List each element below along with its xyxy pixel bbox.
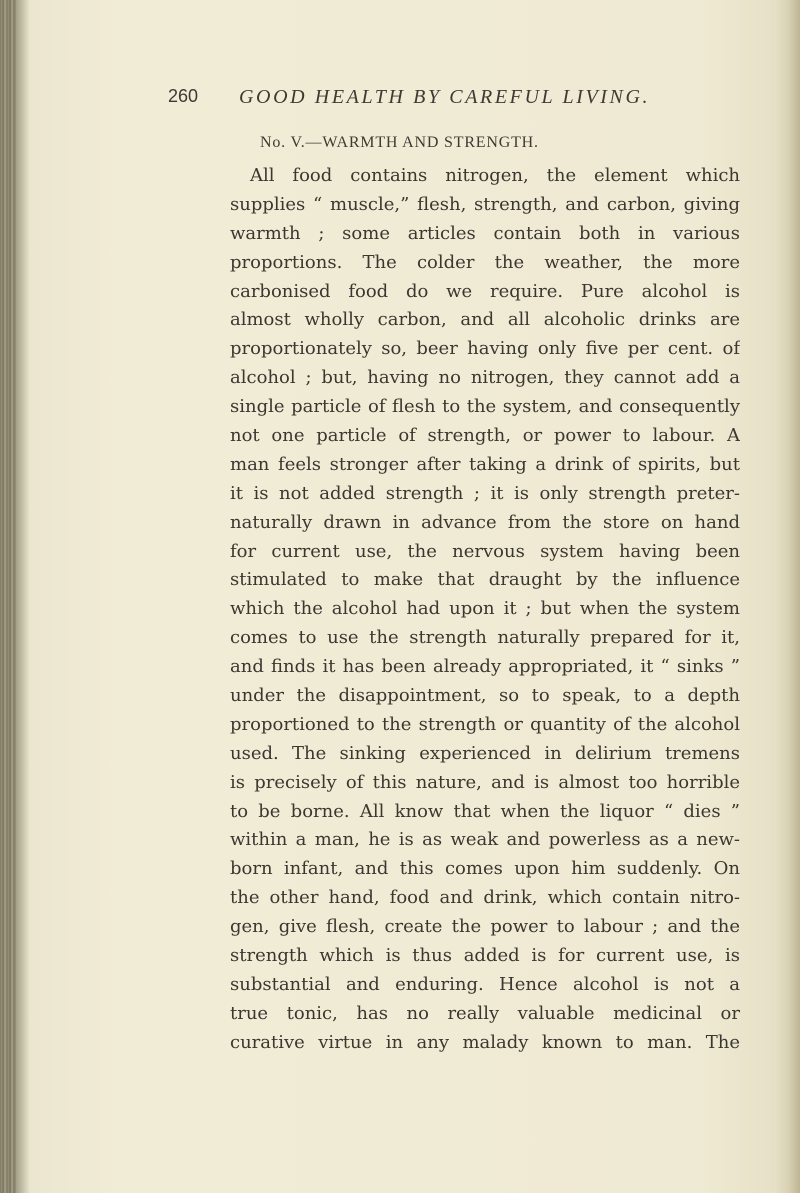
text-line: proportioned to the strength or quantity of the alcohol: [230, 713, 740, 735]
text-line: not one particle of strength, or power to labour. A: [230, 425, 740, 447]
text-line: true tonic, has no really valuable medicinal or: [230, 1002, 740, 1024]
section-title: No. V.—WARMTH AND STRENGTH.: [260, 134, 539, 151]
text-line: used. The sinking experienced in delirium tremens: [230, 742, 740, 764]
text-line: substantial and enduring. Hence alcohol is not a: [230, 973, 740, 995]
text-line: is precisely of this nature, and is almost too horrible: [230, 771, 740, 793]
text-line: and finds it has been already appropriated, it “ sinks ”: [230, 656, 740, 678]
text-line: man feels stronger after taking a drink of spirits, but: [230, 453, 740, 475]
text-line: curative virtue in any malady known to man. The: [230, 1031, 740, 1053]
body-text: [230, 162, 740, 1058]
text-line: supplies “ muscle,” flesh, strength, and carbon, giving: [230, 193, 740, 215]
text-line: which the alcohol had upon it ; but when the system: [230, 598, 740, 620]
text-line: for current use, the nervous system having been: [230, 540, 740, 562]
text-line: to be borne. All know that when the liquor “ dies ”: [230, 800, 740, 822]
text-line: within a man, he is as weak and powerless as a new-: [230, 829, 740, 851]
text-line: single particle of flesh to the system, and consequently: [230, 396, 740, 418]
text-line: proportionately so, beer having only five per cent. of: [230, 338, 740, 360]
text-line: strength which is thus added is for current use, is: [230, 945, 740, 967]
page-number: 260: [168, 86, 199, 106]
text-line: alcohol ; but, having no nitrogen, they cannot add a: [230, 367, 740, 389]
text-line: almost wholly carbon, and all alcoholic drinks are: [230, 309, 740, 331]
text-line: comes to use the strength naturally prepared for it,: [230, 627, 740, 649]
text-line: under the disappointment, so to speak, to a depth: [230, 685, 740, 707]
text-line: proportions. The colder the weather, the more: [230, 251, 740, 273]
book-spine-edge: [0, 0, 16, 1193]
text-line: stimulated to make that draught by the influence: [230, 569, 740, 591]
page-right-edge: [788, 0, 800, 1193]
running-head: GOOD HEALTH BY CAREFUL LIVING.: [239, 86, 651, 108]
text-line: the other hand, food and drink, which contain nitro-: [230, 887, 740, 909]
text-line: gen, give flesh, create the power to labour ; and the: [230, 916, 740, 938]
text-line: it is not added strength ; it is only strength preter-: [230, 482, 740, 504]
page-header: [168, 86, 698, 114]
text-line: born infant, and this comes upon him suddenly. On: [230, 858, 740, 880]
text-line: naturally drawn in advance from the store on hand: [230, 511, 740, 533]
text-line: carbonised food do we require. Pure alcohol is: [230, 280, 740, 302]
text-line: warmth ; some articles contain both in various: [230, 222, 740, 244]
text-line: All food contains nitrogen, the element which: [250, 165, 740, 186]
gutter-shadow: [16, 0, 30, 1193]
